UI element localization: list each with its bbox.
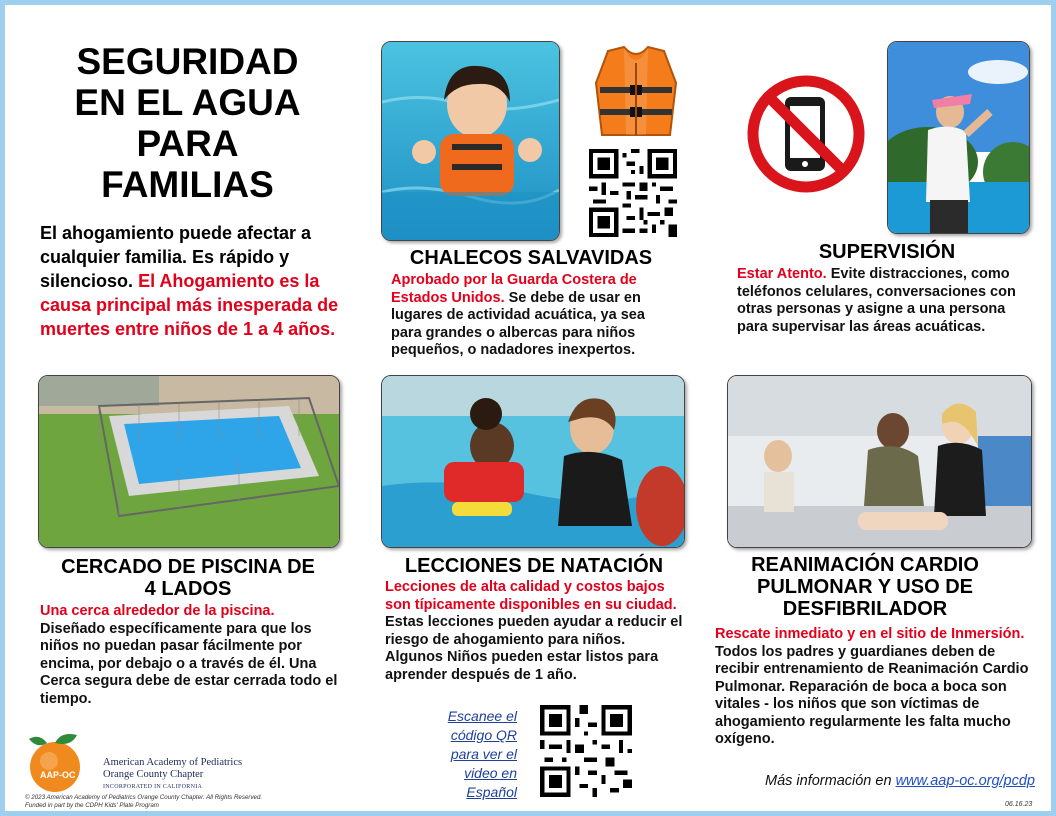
- supervision-text: Evite distracciones, como teléfonos celulares, conversaciones con otras personas y asigne a una persona para supervisar las áreas acuáticas.: [737, 266, 1016, 335]
- qr-code-life-jackets[interactable]: [589, 149, 677, 237]
- cpr-heading-line: REANIMACIÓN CARDIO: [751, 554, 979, 576]
- more-info-prefix: Más información en: [765, 773, 892, 789]
- life-jackets-lead: Aprobado por la Guarda Costera de Estados Unidos.: [391, 272, 637, 306]
- section-body-cpr: [715, 626, 1033, 749]
- more-info-link[interactable]: www.aap-oc.org/pcdp: [895, 773, 1035, 789]
- child-life-jacket-photo: [381, 41, 560, 241]
- life-jacket-image: [590, 43, 682, 141]
- fence-lead: Una cerca alrededor de la piscina.: [40, 603, 275, 619]
- section-body-fence: [40, 603, 338, 708]
- logo-line: American Academy of Pediatrics: [103, 757, 243, 768]
- section-heading-life-jackets: CHALECOS SALVAVIDAS: [409, 247, 653, 269]
- logo-badge: AAP-OC: [40, 770, 76, 780]
- copyright-notice: [25, 794, 262, 810]
- cpr-training-photo: [727, 375, 1032, 548]
- pool-fence-photo: [38, 375, 340, 548]
- section-body-life-jackets: [391, 272, 671, 360]
- intro-text: El ahogamiento puede afectar a cualquier familia. Es rápido y silencioso.: [40, 223, 312, 291]
- date-code: 06.16.23: [1005, 801, 1033, 808]
- cpr-heading-line: PULMONAR Y USO DE: [757, 576, 973, 598]
- logo-line: INCORPORATED IN CALIFORNIA: [103, 784, 203, 790]
- copyright-line: Funded in part by the CDPH Kids' Plate Program: [25, 802, 159, 809]
- page-title: [35, 41, 340, 205]
- swim-lesson-photo: [381, 375, 685, 548]
- title-line: EN EL AGUA: [74, 82, 301, 123]
- logo-text: [103, 757, 242, 793]
- fence-text: Diseñado específicamente para que los niños no puedan pasar fácilmente por encima, por debajo o a través de él. Una Cerca segura debe de estar cerrada todo el tiempo.: [40, 620, 338, 707]
- scan-qr-caption[interactable]: [433, 707, 517, 802]
- life-jackets-text: Se debe de usar en lugares de actividad acuática, ya sea para grandes o albercas para niños pequeños, o nadadores inexpertos.: [391, 289, 645, 358]
- section-heading-supervision: SUPERVISIÓN: [818, 241, 956, 263]
- copyright-line: © 2023 American Academy of Pediatrics Orange County Chapter. All Rights Reserved.: [25, 794, 263, 801]
- swim-text: Estas lecciones pueden ayudar a reducir el riesgo de ahogamiento para niños. Algunos Niños pueden estar listos para aprender después de 1 año.: [385, 614, 683, 683]
- no-phone-icon: [745, 73, 867, 195]
- scan-caption-line[interactable]: Escanee el: [447, 708, 517, 724]
- intro-paragraph: [40, 221, 340, 341]
- cpr-text: Todos los padres y guardianes deben de recibir entrenamiento de Reanimación Cardio Pulmonar. Reparación de boca a boca son vitales - los niños que son víctimas de ahogamiento regularmente les falta mucho oxígeno.: [715, 643, 1029, 747]
- section-body-swim: [385, 579, 683, 684]
- aap-oc-logo-icon: [25, 731, 97, 793]
- cpr-heading-line: DESFIBRILADOR: [782, 598, 948, 620]
- more-info-line: [705, 773, 1035, 789]
- section-heading-cpr: [717, 554, 1013, 620]
- title-line: FAMILIAS: [101, 164, 274, 205]
- section-body-supervision: [737, 266, 1022, 336]
- scan-caption-line[interactable]: Español: [466, 784, 517, 800]
- qr-code-spanish-video[interactable]: [540, 705, 632, 797]
- scan-caption-line[interactable]: código QR: [450, 727, 517, 743]
- supervision-photo: [887, 41, 1030, 234]
- fence-heading-line: CERCADO DE PISCINA DE: [61, 556, 315, 578]
- scan-caption-line[interactable]: video en: [464, 765, 517, 781]
- supervision-lead: Estar Atento.: [737, 266, 827, 282]
- cpr-lead: Rescate inmediato y en el sitio de Inmersión.: [715, 626, 1025, 642]
- fence-heading-line: 4 LADOS: [144, 578, 232, 600]
- scan-caption-line[interactable]: para ver el: [450, 746, 517, 762]
- title-line: SEGURIDAD: [76, 41, 299, 82]
- intro-highlight: El Ahogamiento es la causa principal más inesperada de muertes entre niños de 1 a 4 años.: [40, 271, 339, 339]
- section-heading-fence: [38, 556, 338, 600]
- title-line: PARA: [136, 123, 239, 164]
- logo-line: Orange County Chapter: [103, 769, 204, 780]
- swim-lead: Lecciones de alta calidad y costos bajos son típicamente disponibles en su ciudad.: [385, 579, 677, 613]
- section-heading-swim: LECCIONES DE NATACIÓN: [404, 555, 664, 577]
